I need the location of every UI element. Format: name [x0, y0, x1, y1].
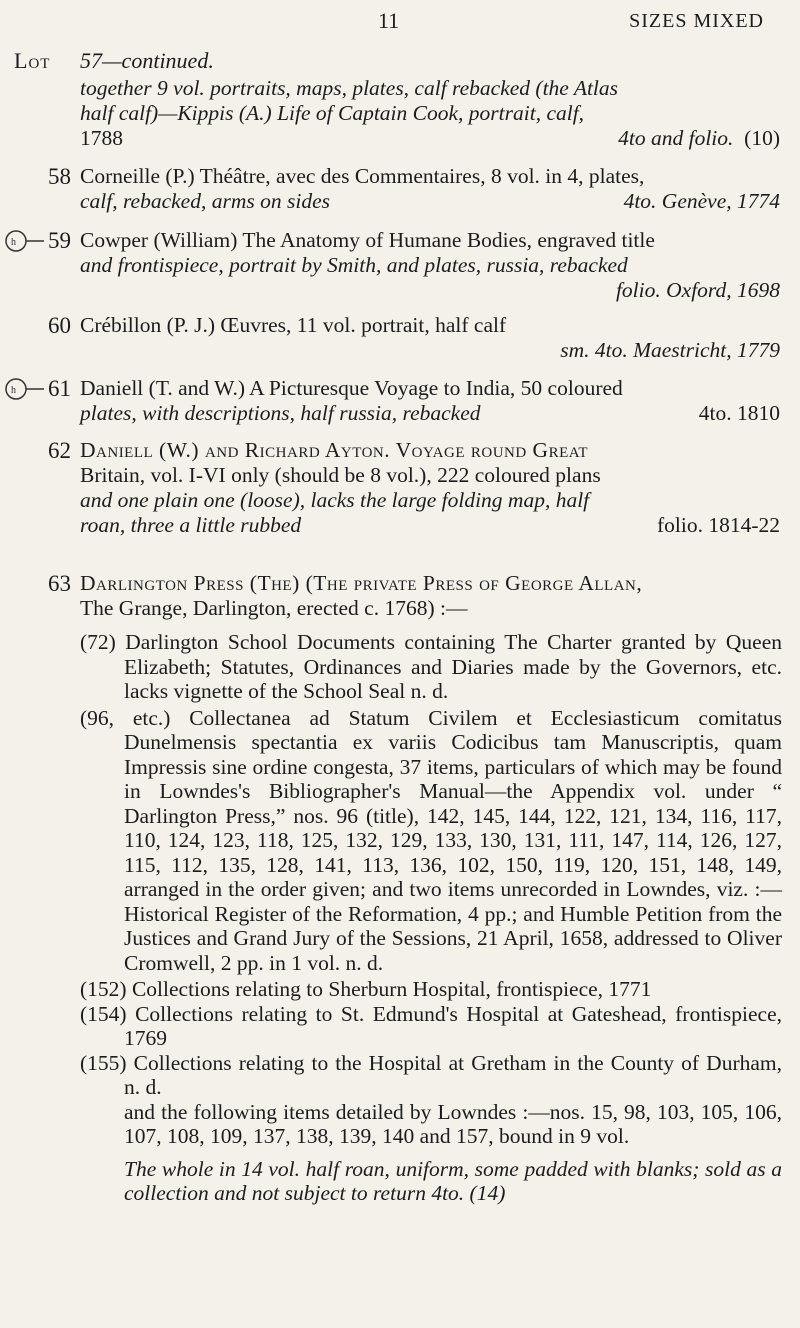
lot-label: Lot: [14, 48, 51, 73]
lot-63-item-96: (96, etc.) Collectanea ad Statum Civilem et Ecclesiasticum comitatus Dunelmensis spectantia ex variis Codicibus tam Manuscriptis, quam Impressis sine ordine congesta, 37 items, particulars of which may be found in Lowndes's Bibliographer's Manual—the Appendix vol. under “ Darlington Press,” nos. 96 (title), 142, 145, 144, 122, 121, 134, 116, 117, 110, 124, 123, 118, 125, 132, 129, 133, 130, 131, 111, 147, 114, 126, 127, 115, 112, 135, 128, 141, 113, 136, 102, 150, 119, 120, 151, 148, 149, arranged in the order given; and two items unrecorded in Lowndes, viz. :—Historical Register of the Reformation, 4 pp.; and Humble Petition from the Justices and Grand Jury of the Sessions, 21 April, 1658, addressed to Oliver Cromwell, 2 pp. in 1 vol. n. d.: [80, 705, 782, 975]
hand-drawn-circle-mark-icon: [4, 228, 44, 254]
lot-number: 59: [48, 228, 71, 253]
svg-text:h: h: [11, 237, 16, 248]
page-number: 11: [378, 8, 400, 33]
lot-number: 58: [48, 164, 71, 189]
page-header: [0, 8, 800, 38]
lot-57-continuation: together 9 vol. portraits, maps, plates, calf rebacked (the Atlas half calf)—Kippis (A.) Life of Captain Cook, portrait, calf, 1788 4to and folio. (10): [80, 76, 780, 150]
lot-entry-60: Crébillon (P. J.) Œuvres, 11 vol. portrait, half calf sm. 4to. Maestricht, 1779: [80, 313, 780, 362]
lot-entry-61: Daniell (T. and W.) A Picturesque Voyage to India, 50 coloured plates, with descriptions, half russia, rebacked 4to. 1810: [80, 376, 780, 425]
lot-63-item-152: (152) Collections relating to Sherburn Hospital, frontispiece, 1771: [80, 977, 652, 1001]
lot-63-following-items: and the following items detailed by Lowndes :—nos. 15, 98, 103, 105, 106, 107, 108, 109, 137, 138, 139, 140 and 157, bound in 9 vol.: [124, 1099, 782, 1148]
lot-63-summary: The whole in 14 vol. half roan, uniform, some padded with blanks; sold as a collection and not subject to return 4to. (14): [124, 1156, 782, 1205]
hand-drawn-circle-mark-icon: [4, 376, 44, 402]
lot-63-item-72: (72) Darlington School Documents containing The Charter granted by Queen Elizabeth; Statutes, Ordinances and Diaries made by the Governors, etc. lacks vignette of the School Seal n. d.: [80, 630, 782, 703]
lot-number: 60: [48, 313, 71, 338]
lot-entry-58: Corneille (P.) Théâtre, avec des Commentaires, 8 vol. in 4, plates, calf, rebacked, arms on sides 4to. Genève, 1774: [80, 164, 780, 213]
lot-number: 61: [48, 376, 71, 401]
lot-63-item-155: (155) Collections relating to the Hospital at Gretham in the County of Durham, n. d.: [80, 1050, 782, 1099]
lot-number: 62: [48, 438, 71, 463]
svg-text:h: h: [11, 385, 16, 396]
lot-entry-62: Daniell (W.) and Richard Ayton. Voyage round Great Britain, vol. I-VI only (should be 8 vol.), 222 coloured plans and one plain one (loose), lacks the large folding map, half roan, three a little rubbed folio. 1814-22: [80, 438, 780, 537]
lot-entry-63: Darlington Press (The) (The private Press of George Allan, The Grange, Darlington, erected c. 1768) :—: [80, 571, 643, 620]
continued-heading: 57—continued.: [80, 48, 214, 73]
running-head: SIZES MIXED: [629, 10, 764, 32]
lot-63-item-154: (154) Collections relating to St. Edmund's Hospital at Gateshead, frontispiece, 1769: [80, 1001, 782, 1050]
lot-number: 63: [48, 571, 71, 596]
lot-63-items: [80, 630, 782, 1206]
lot-entry-59: Cowper (William) The Anatomy of Humane Bodies, engraved title and frontispiece, portrait by Smith, and plates, russia, rebacked folio. Oxford, 1698: [80, 228, 780, 302]
